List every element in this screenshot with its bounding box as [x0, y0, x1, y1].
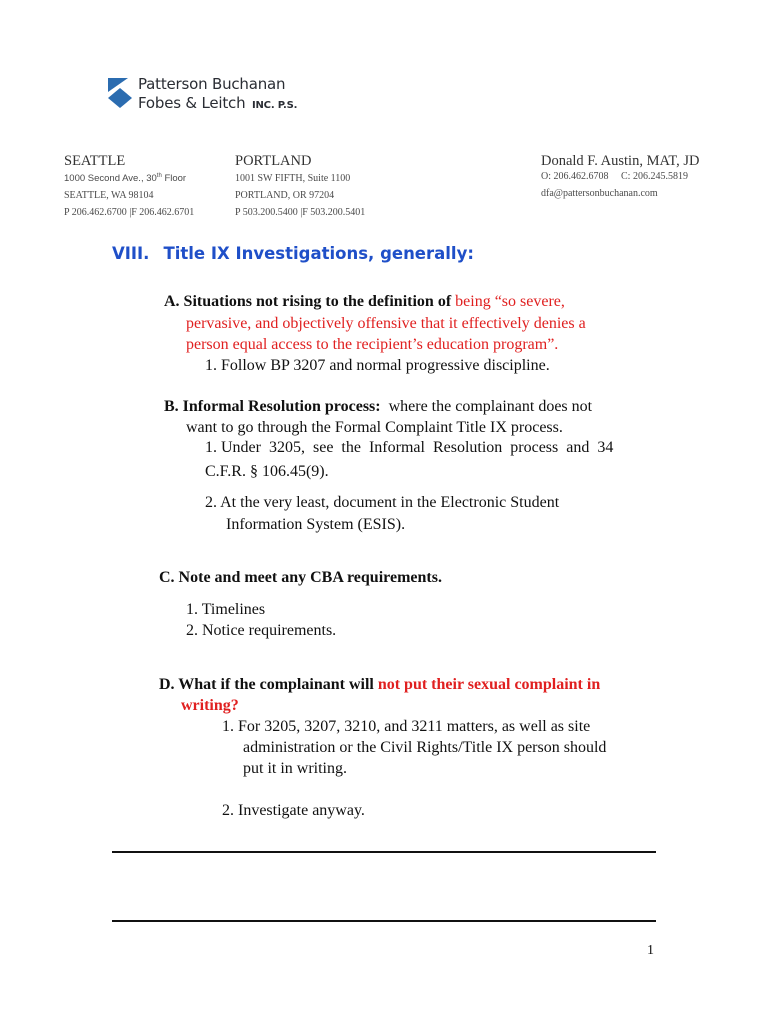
item-a-line2: pervasive, and objectively offensive that it effectively denies a — [186, 315, 586, 332]
item-c-sub2: 2. Notice requirements. — [186, 622, 337, 639]
seattle-phone: P 206.462.6700 |F 206.462.6701 — [64, 207, 195, 218]
attorney-name: Donald F. Austin, MAT, JD — [541, 153, 700, 169]
item-d-line1: D. What if the complainant will not put their sexual complaint in — [159, 676, 601, 693]
firm-name-line2 — [138, 94, 297, 112]
item-b-sub2-line1: 2. At the very least, document in the Electronic Student — [205, 494, 560, 511]
divider-rule — [112, 851, 656, 853]
portland-address: 1001 SW FIFTH, Suite 1100 — [235, 173, 351, 184]
section-number: VIII. — [112, 244, 150, 263]
item-a-line3: person equal access to the recipient’s education program”. — [186, 336, 559, 353]
portland-city: PORTLAND — [235, 153, 312, 169]
item-d-sub1-line1: 1. For 3205, 3207, 3210, and 3211 matters, as well as site — [222, 718, 591, 735]
attorney-phones: O: 206.462.6708 C: 206.245.5819 — [541, 171, 688, 182]
item-d-line2: writing? — [181, 697, 239, 714]
page-number: 1 — [647, 943, 654, 958]
item-d-sub1-line3: put it in writing. — [243, 760, 347, 777]
section-title: Title IX Investigations, generally: — [163, 244, 474, 263]
seattle-citystate: SEATTLE, WA 98104 — [64, 190, 154, 201]
seattle-address: 1000 Second Ave., 30th Floor — [64, 173, 187, 185]
firm-logo-mark-icon — [106, 76, 134, 110]
item-b-sub2-line2: Information System (ESIS). — [226, 516, 406, 533]
divider-rule — [112, 920, 656, 922]
item-d-sub2: 2. Investigate anyway. — [222, 802, 365, 819]
firm-name-text: Fobes & Leitch — [138, 94, 246, 112]
item-b-sub1-line1: 1. Under 3205, see the Informal Resolution process and 34 — [205, 439, 614, 456]
item-a-sub1: 1. Follow BP 3207 and normal progressive discipline. — [205, 357, 550, 374]
item-c-sub1: 1. Timelines — [186, 601, 266, 618]
item-a-line1: A. Situations not rising to the definition of being “so severe, — [164, 293, 565, 310]
portland-citystate: PORTLAND, OR 97204 — [235, 190, 335, 201]
item-d-sub1-line2: administration or the Civil Rights/Title IX person should — [243, 739, 607, 756]
item-b-sub1-line2: C.F.R. § 106.45(9). — [205, 463, 329, 480]
item-b-line1: B. Informal Resolution process: where the complainant does not — [164, 398, 593, 415]
firm-suffix: INC. P.S. — [251, 100, 298, 111]
attorney-email[interactable]: dfa@pattersonbuchanan.com — [541, 188, 658, 199]
portland-phone: P 503.200.5400 |F 503.200.5401 — [235, 207, 366, 218]
firm-name-line1: Patterson Buchanan — [138, 75, 286, 93]
item-c-label: C. Note and meet any CBA requirements. — [159, 569, 442, 586]
section-heading — [112, 244, 474, 263]
seattle-city: SEATTLE — [64, 153, 126, 169]
item-b-line2: want to go through the Formal Complaint Title IX process. — [186, 419, 563, 436]
